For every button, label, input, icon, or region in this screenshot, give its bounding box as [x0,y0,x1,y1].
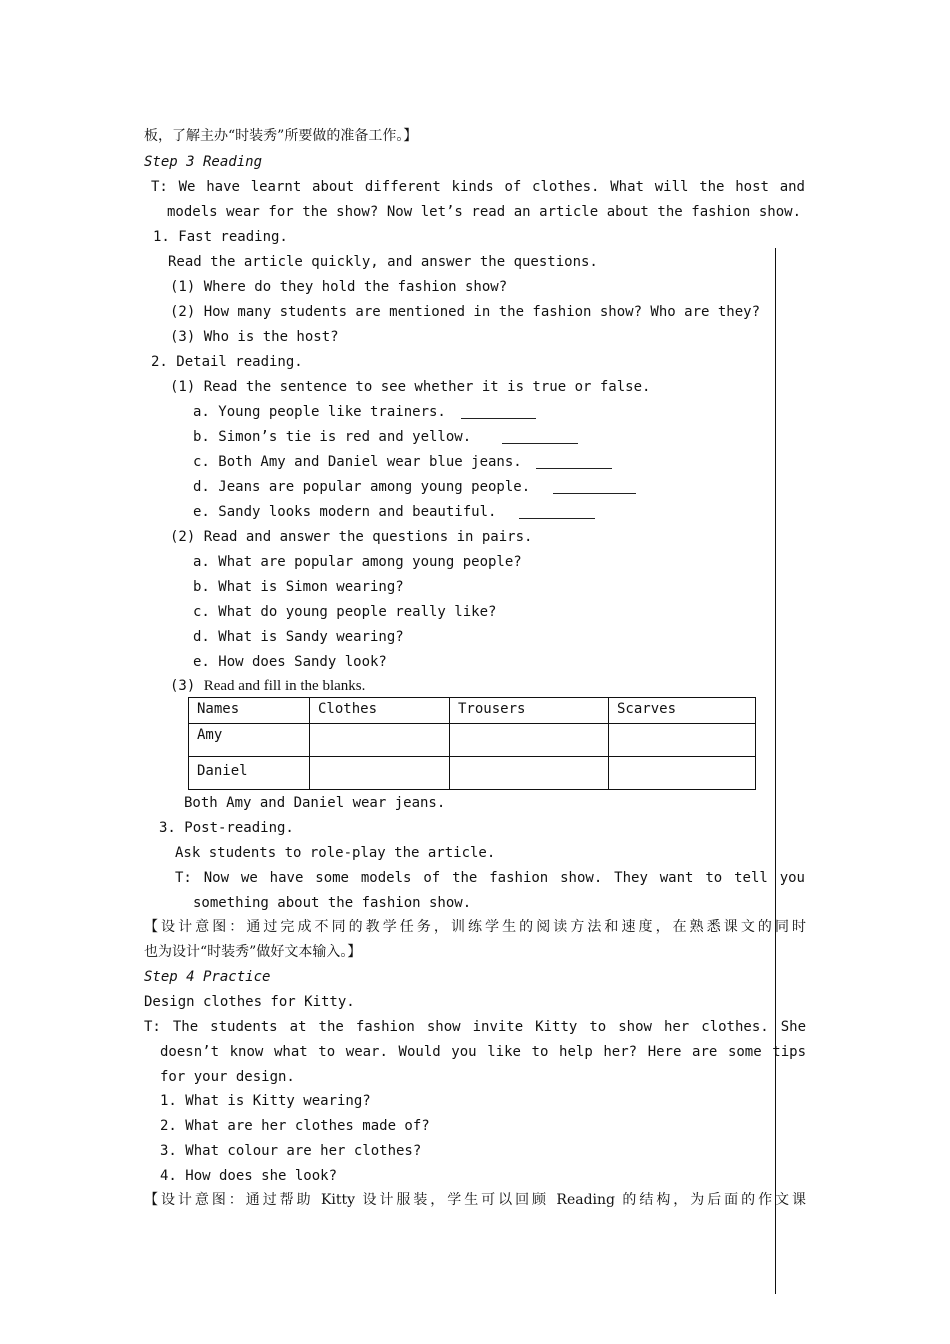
pair-question-b: b. What is Simon wearing? [193,579,404,595]
tf-item-c: c. Both Amy and Daniel wear blue jeans. [193,454,522,470]
fill-blanks-heading [170,676,365,696]
table-cell-scarves [609,757,756,790]
fast-question-2: (2) How many students are mentioned in the fashion show? Who are they? [170,304,761,320]
pairs-heading: (2) Read and answer the questions in pairs. [170,529,533,545]
table-header-trousers: Trousers [450,698,609,724]
step4-teacher-line1: T: The students at the fashion show invite Kitty to show her clothes. She [144,1019,806,1035]
post-reading-instruction: Ask students to role-play the article. [175,845,496,861]
table-cell-trousers [450,757,609,790]
step4-teacher-line3: for your design. [160,1069,295,1085]
step3-teacher-line2: models wear for the show? Now let’s read an article about the fashion show. [167,204,801,220]
table-header-names: Names [189,698,310,724]
fast-question-1: (1) Where do they hold the fashion show? [170,279,508,295]
fast-question-3: (3) Who is the host? [170,329,339,345]
tip-2: 2. What are her clothes made of? [160,1118,430,1134]
fill-blanks-title: Read and fill in the blanks. [203,678,366,694]
pair-question-d: d. What is Sandy wearing? [193,629,404,645]
true-false-heading: (1) Read the sentence to see whether it is true or false. [170,379,651,395]
table-cell-scarves [609,724,756,757]
pair-question-e: e. How does Sandy look? [193,654,387,670]
design-note-step3-line1: 【设计意图：通过完成不同的教学任务，训练学生的阅读方法和速度，在熟悉课文的同时 [144,919,806,935]
table-header-clothes: Clothes [310,698,450,724]
pair-question-c: c. What do young people really like? [193,604,497,620]
design-note-step3-line2: 也为设计“时装秀”做好文本输入。】 [144,944,362,960]
tf-blank-a [461,418,536,419]
pair-question-a: a. What are popular among young people? [193,554,522,570]
design-note-step4: 【设计意图：通过帮助 Kitty 设计服装，学生可以回顾 Reading 的结构，为后面的作文课 [144,1192,806,1208]
table-cell-clothes [310,724,450,757]
fill-blanks-number: (3) [170,678,196,694]
step4-teacher-line2: doesn’t know what to wear. Would you like to help her? Here are some tips [160,1044,806,1060]
tf-blank-e [519,518,595,519]
post-teacher-line1: T: Now we have some models of the fashion show. They want to tell you [175,870,805,886]
step3-teacher-line1: T: We have learnt about different kinds of clothes. What will the host and [151,179,805,195]
table-header-scarves: Scarves [609,698,756,724]
intro-tail: 板，了解主办“时装秀”所要做的准备工作。】 [144,128,418,144]
post-reading-heading: 3. Post-reading. [159,820,294,836]
fast-reading-heading: 1. Fast reading. [153,229,288,245]
after-table-sentence: Both Amy and Daniel wear jeans. [184,795,446,811]
fill-in-table [188,697,756,790]
table-cell-trousers [450,724,609,757]
table-row [189,757,756,790]
tf-blank-c [536,468,612,469]
tf-blank-b [502,443,578,444]
fast-reading-instruction: Read the article quickly, and answer the questions. [168,254,598,270]
tip-3: 3. What colour are her clothes? [160,1143,422,1159]
table-row [189,724,756,757]
table-cell-name: Daniel [189,757,310,790]
step4-task: Design clothes for Kitty. [144,994,355,1010]
tf-item-e: e. Sandy looks modern and beautiful. [193,504,497,520]
tf-item-d: d. Jeans are popular among young people. [193,479,531,495]
step3-title: Step 3 Reading [144,154,263,170]
table-cell-clothes [310,757,450,790]
margin-vertical-line [775,248,776,1294]
tip-4: 4. How does she look? [160,1168,338,1184]
tf-item-a: a. Young people like trainers. [193,404,446,420]
tf-blank-d [553,493,636,494]
table-cell-name: Amy [189,724,310,757]
tf-item-b: b. Simon’s tie is red and yellow. [193,429,472,445]
post-teacher-line2: something about the fashion show. [193,895,472,911]
step4-title: Step 4 Practice [144,969,271,985]
tip-1: 1. What is Kitty wearing? [160,1093,371,1109]
detail-reading-heading: 2. Detail reading. [151,354,303,370]
